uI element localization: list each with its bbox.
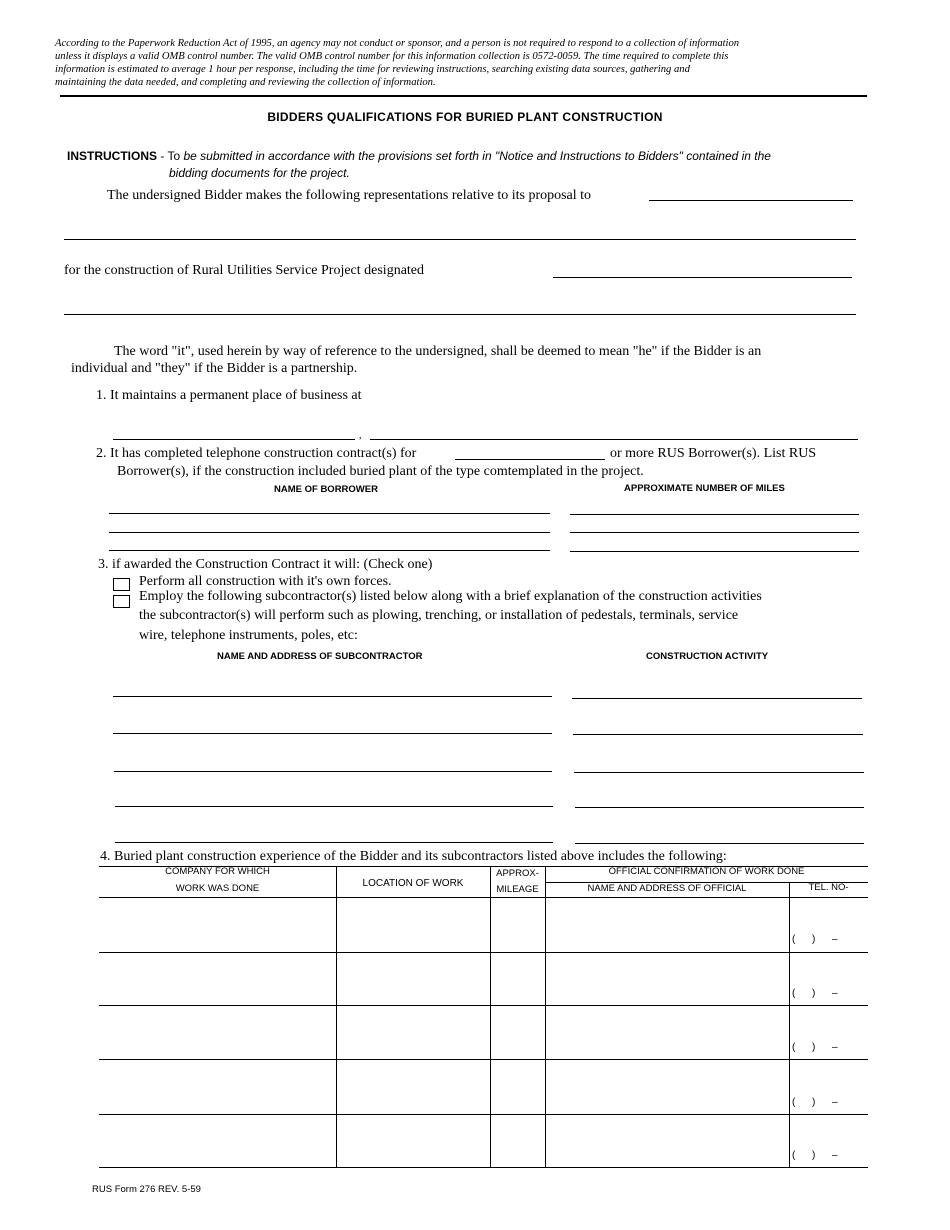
instructions-text: be submitted in accordance with the provisions set forth in "Notice and Instructions to Bidders" contained in the: [183, 149, 771, 163]
miles-field[interactable]: [570, 551, 859, 552]
th-tel: TEL. NO-: [808, 882, 849, 893]
tel-number-field[interactable]: ( ) –: [792, 988, 838, 999]
tel-number-field[interactable]: ( ) –: [792, 1042, 838, 1053]
col-name-of-borrower: NAME OF BORROWER: [274, 484, 378, 495]
header-divider: [60, 95, 867, 97]
col-approx-miles: APPROXIMATE NUMBER OF MILES: [624, 483, 785, 494]
subcontractor-field[interactable]: [113, 733, 552, 734]
activity-field[interactable]: [575, 843, 864, 844]
subcontractors-checkbox[interactable]: [113, 595, 130, 608]
th-official-name: NAME AND ADDRESS OF OFFICIAL: [587, 883, 747, 894]
activity-field[interactable]: [573, 734, 863, 735]
miles-field[interactable]: [570, 514, 859, 515]
subcontractors-label-line3: wire, telephone instruments, poles, etc:: [139, 628, 358, 643]
item4-label: 4. Buried plant construction experience of the Bidder and its subcontractors listed above includes the following:: [100, 849, 727, 864]
miles-field[interactable]: [570, 532, 859, 533]
notice-line: information is estimated to average 1 hour per response, including the time for reviewing instructions, searching existing data sources, gathering and: [55, 64, 690, 75]
notice-line: maintaining the data needed, and completing and reviewing the collection of information.: [55, 77, 436, 88]
contracts-count-field[interactable]: [455, 459, 605, 460]
tel-number-field[interactable]: ( ) –: [792, 1150, 838, 1161]
business-city-state-field[interactable]: [370, 439, 858, 440]
col-divider: [789, 882, 790, 1168]
th-location: LOCATION OF WORK: [362, 878, 464, 889]
item1-label: 1. It maintains a permanent place of business at: [96, 388, 362, 403]
borrower-field[interactable]: [109, 513, 550, 514]
borrower-field[interactable]: [109, 550, 550, 551]
col-divider: [336, 866, 337, 1168]
th-company-l1: COMPANY FOR WHICH: [165, 866, 270, 877]
experience-table: [99, 866, 868, 1168]
instructions-text: - To: [157, 149, 184, 163]
proposal-to-field[interactable]: [649, 200, 853, 201]
activity-field[interactable]: [574, 772, 864, 773]
th-official-confirmation: OFFICIAL CONFIRMATION OF WORK DONE: [608, 866, 805, 877]
address-comma: ,: [359, 430, 362, 441]
subcontractors-label-line2: the subcontractor(s) will perform such as plowing, trenching, or installation of pedestals, terminals, service: [139, 608, 739, 623]
project-statement: for the construction of Rural Utilities Service Project designated: [64, 263, 425, 278]
definition-line1: The word "it", used herein by way of reference to the undersigned, shall be deemed to mean "he" if the Bidder is an: [114, 344, 762, 359]
row-divider: [99, 952, 868, 953]
subcontractor-field[interactable]: [115, 842, 553, 843]
th-approx-l2: MILEAGE: [496, 884, 539, 895]
notice-line: According to the Paperwork Reduction Act of 1995, an agency may not conduct or sponsor, and a person is not required to respond to a collection of information: [55, 38, 740, 49]
definition-line2: individual and "they" if the Bidder is a partnership.: [71, 361, 358, 376]
row-divider: [99, 1059, 868, 1060]
tel-number-field[interactable]: ( ) –: [792, 1097, 838, 1108]
business-address-field[interactable]: [113, 439, 355, 440]
th-company-l2: WORK WAS DONE: [175, 883, 260, 894]
item2-label: 2. It has completed telephone construction contract(s) for: [96, 446, 417, 461]
instructions-text: bidding documents for the project.: [169, 166, 350, 180]
notice-line: unless it displays a valid OMB control number. The valid OMB control number for this information collection is 0572-0059. The time required to complete this: [55, 51, 729, 62]
row-divider: [99, 1114, 868, 1115]
item3-label: 3. if awarded the Construction Contract it will: (Check one): [98, 557, 433, 572]
instructions: [67, 148, 771, 182]
activity-field[interactable]: [575, 807, 864, 808]
col-divider: [545, 866, 546, 1168]
subcontractor-field[interactable]: [114, 771, 552, 772]
own-forces-label: Perform all construction with it's own forces.: [139, 574, 392, 589]
proposal-to-field-line2[interactable]: [64, 239, 856, 240]
subcontractor-field[interactable]: [115, 806, 553, 807]
row-divider: [99, 1005, 868, 1006]
item2-line2: Borrower(s), if the construction included buried plant of the type comtemplated in the project.: [117, 464, 644, 479]
subcontractors-label: Employ the following subcontractor(s) listed below along with a brief explanation of the construction activities: [139, 589, 762, 604]
activity-field[interactable]: [572, 698, 862, 699]
item2-label-cont: or more RUS Borrower(s). List RUS: [610, 446, 817, 461]
paperwork-notice: [55, 37, 875, 89]
col-divider: [490, 866, 491, 1168]
form-number: RUS Form 276 REV. 5-59: [92, 1184, 201, 1195]
tel-number-field[interactable]: ( ) –: [792, 934, 838, 945]
form-title: BIDDERS QUALIFICATIONS FOR BURIED PLANT CONSTRUCTION: [267, 110, 663, 124]
instructions-lead: INSTRUCTIONS: [67, 149, 157, 163]
header-bottom-border: [99, 897, 868, 898]
col-subcontractor: NAME AND ADDRESS OF SUBCONTRACTOR: [217, 651, 423, 662]
col-construction-activity: CONSTRUCTION ACTIVITY: [646, 651, 769, 662]
project-designation-field-line2[interactable]: [64, 314, 856, 315]
borrower-field[interactable]: [109, 532, 550, 533]
table-bottom-border: [99, 1167, 868, 1168]
subcontractor-field[interactable]: [113, 696, 552, 697]
proposal-statement: The undersigned Bidder makes the following representations relative to its proposal to: [107, 188, 592, 203]
project-designation-field[interactable]: [553, 277, 852, 278]
own-forces-checkbox[interactable]: [113, 578, 130, 591]
th-approx-l1: APPROX-: [496, 868, 539, 879]
